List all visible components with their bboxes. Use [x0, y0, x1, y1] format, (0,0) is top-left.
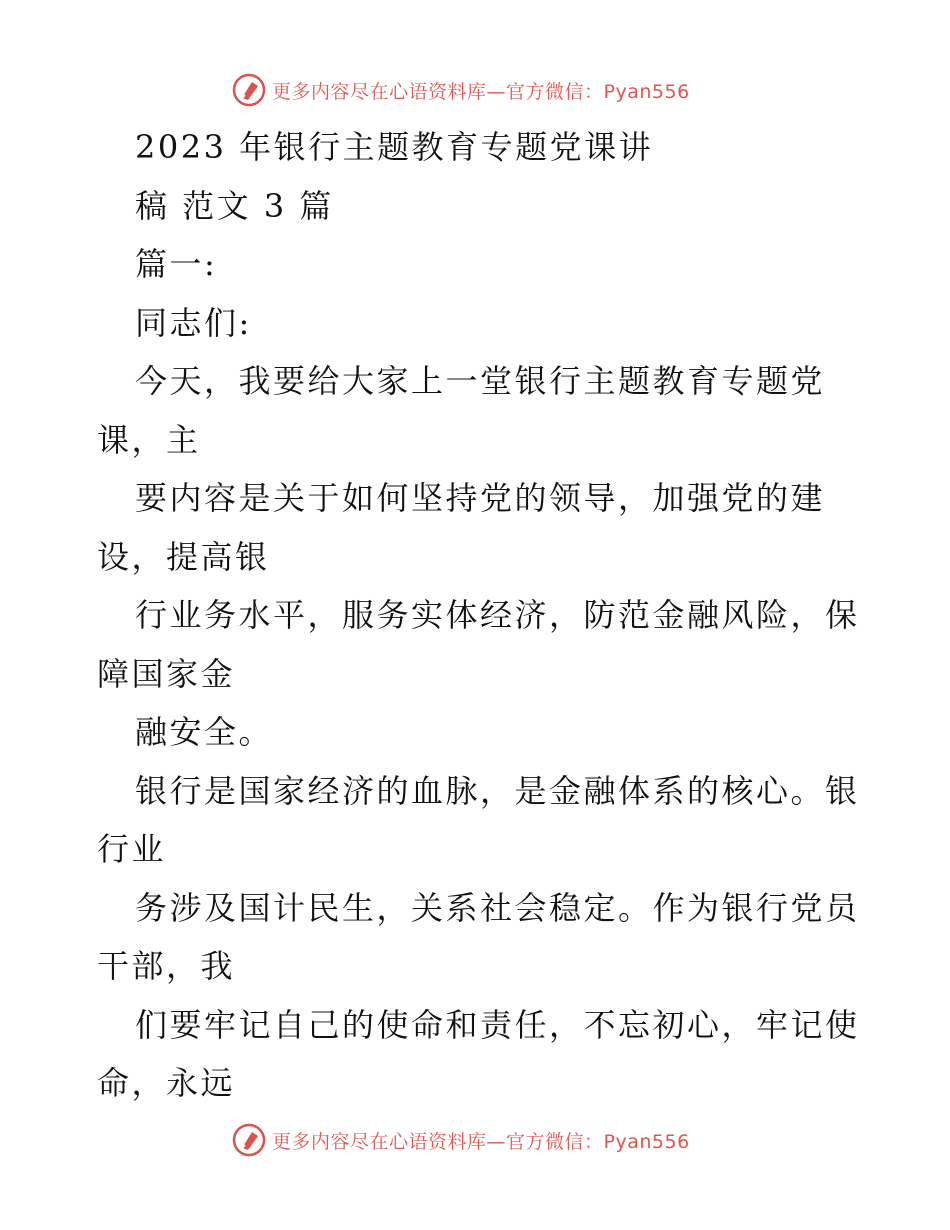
text-line: 行业	[97, 830, 167, 868]
watermark-banner-top	[232, 70, 690, 110]
text-line: 务涉及国计民生，关系社会稳定。作为银行党员	[135, 888, 860, 927]
text-line: 2023 年银行主题教育专题党课讲	[135, 128, 654, 166]
document-body	[97, 118, 867, 1113]
pen-nib-logo-icon	[232, 73, 266, 107]
text-line: 课，主	[97, 420, 201, 459]
text-line: 设，提高银	[97, 537, 270, 576]
pen-nib-logo-icon	[232, 1123, 266, 1157]
text-line: 障国家金	[97, 654, 236, 693]
text-line: 们要牢记自己的使命和责任，不忘初心，牢记使	[135, 1005, 860, 1044]
text-line: 要内容是关于如何坚持党的领导，加强党的建	[135, 479, 826, 517]
text-line: 干部，我	[97, 947, 236, 985]
watermark-text: 更多内容尽在心语资料库—官方微信：Pyan556	[272, 1130, 690, 1153]
text-line: 稿 范文 3 篇	[135, 186, 334, 225]
text-line: 今天，我要给大家上一堂银行主题教育专题党	[135, 362, 826, 400]
text-line: 命，永远	[97, 1064, 236, 1102]
watermark-text: 更多内容尽在心语资料库—官方微信：Pyan556	[272, 80, 690, 103]
text-line: 同志们:	[135, 303, 252, 342]
text-line: 银行是国家经济的血脉，是金融体系的核心。银	[135, 771, 860, 810]
watermark-banner-bottom	[232, 1120, 690, 1160]
text-line: 篇一:	[135, 245, 218, 283]
text-line: 融安全。	[135, 713, 274, 751]
text-line: 行业务水平，服务实体经济，防范金融风险，保	[135, 596, 860, 634]
